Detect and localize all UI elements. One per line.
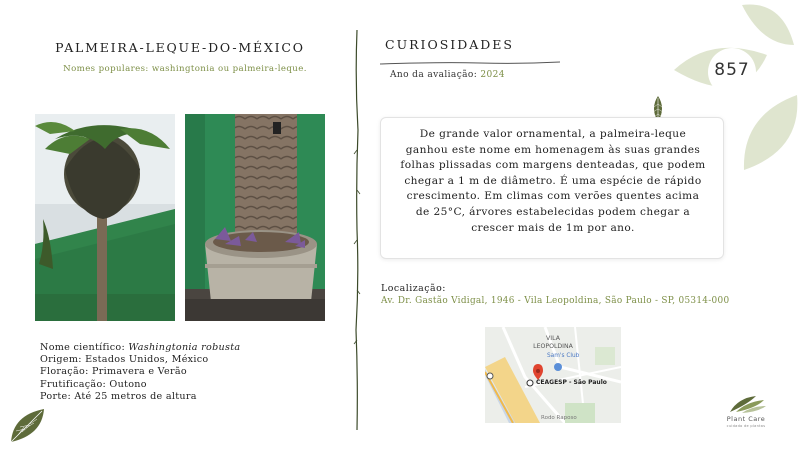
origin-row: Origem: Estados Unidos, México xyxy=(40,354,209,366)
leaf-icon xyxy=(8,405,48,445)
decorative-leaves xyxy=(672,0,800,175)
title-underline xyxy=(380,52,560,60)
evaluation-year xyxy=(390,70,505,80)
map-district-label: VILA LEOPOLDINA xyxy=(533,335,573,350)
plant-title: PALMEIRA-LEQUE-DO-MÉXICO xyxy=(55,40,305,55)
plant-care-logo-icon xyxy=(728,394,768,414)
size-row: Porte: Até 25 metros de altura xyxy=(40,390,197,402)
assessment-number: 857 xyxy=(714,60,750,80)
logo-name: Plant Care xyxy=(726,415,766,423)
scientific-name-value: Washingtonia robusta xyxy=(128,342,241,353)
curiosities-text: De grande valor ornamental, a palmeira-leque ganhou este nome em homenagem às suas grandes folhas plissadas com margens denteadas, que podem chegar a 1 m de diâmetro. É uma espécie de rápido crescimento. Em climas com verões quentes acima de 25°C, árvores estabelecidas podem chegar a crescer mais de 1m por ano. xyxy=(400,128,706,234)
flowering-row: Floração: Primavera e Verão xyxy=(40,366,187,378)
popular-names: Nomes populares: washingtonia ou palmeira-leque. xyxy=(63,64,307,74)
scientific-name-row xyxy=(40,342,240,354)
year-value: 2024 xyxy=(480,70,505,80)
palm-tree-photo xyxy=(35,114,175,321)
vertical-divider xyxy=(352,30,362,430)
map-store-label: Sam's Club xyxy=(547,353,580,359)
scientific-name-label: Nome científico: xyxy=(40,342,129,353)
location-label: Localização: xyxy=(381,283,446,294)
plant-facts xyxy=(40,342,240,403)
location-address[interactable]: Av. Dr. Gastão Vidigal, 1946 - Vila Leopoldina, São Paulo - SP, 05314-000 xyxy=(381,296,730,306)
logo-tagline: cuidado de plantas xyxy=(726,424,766,428)
palm-trunk-photo xyxy=(185,114,325,321)
fruiting-row: Frutificação: Outono xyxy=(40,378,147,390)
location-map[interactable] xyxy=(485,327,621,423)
year-label: Ano da avaliação: xyxy=(390,70,481,80)
curiosities-title: CURIOSIDADES xyxy=(385,37,514,52)
map-place-label: CEAGESP - São Paulo xyxy=(536,379,607,386)
map-road-label: Rodo Raposo xyxy=(541,415,577,421)
